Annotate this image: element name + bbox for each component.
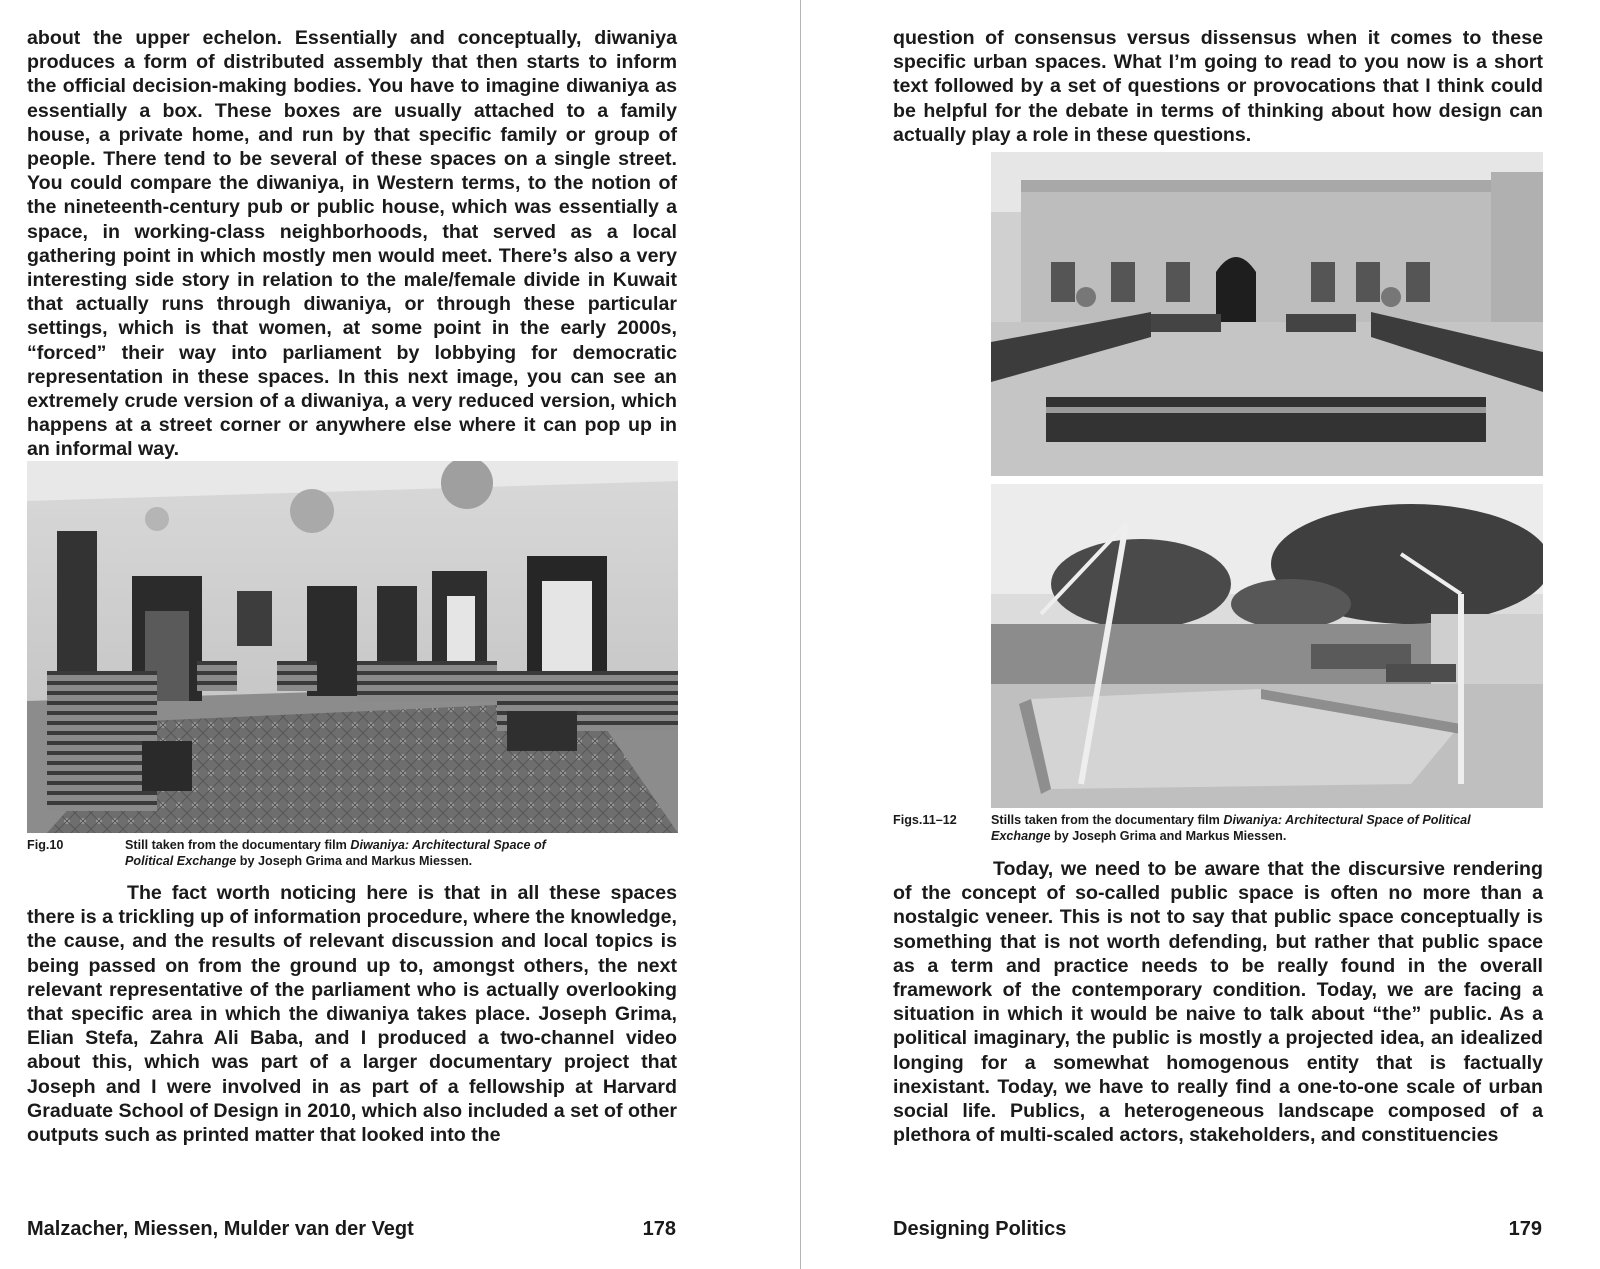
caption-film-title: Diwaniya: Architectural Space of Political Exchange	[991, 813, 1471, 843]
right-page	[801, 0, 1600, 1269]
caption-suffix: by Joseph Grima and Markus Miessen.	[1050, 829, 1287, 843]
left-page-number: 178	[642, 1218, 676, 1240]
figure-11-photo	[991, 152, 1543, 476]
right-body-text-bottom: Today, we need to be aware that the discursive rendering of the concept of so-called public space is often no more than a nostalgic veneer. This is not to say that public space conceptually is something that is not worth defending, but rather that public space as a term and practice needs to be really found in the overall framework of the contemporary condition. Today, we are facing a situation in which it would be naive to talk about “the” public. As a political imaginary, the public is mostly a projected idea, an idealized longing for a somewhat homogenous entity that is factually inexistant. Today, we have to really find a one-to-one scale of urban social life. Publics, a heterogeneous landscape composed of a plethora of multi-scaled actors, stakeholders, and constituencies	[893, 858, 1543, 1147]
figure-10-label: Fig.10	[27, 838, 64, 852]
left-running-footer: Malzacher, Miessen, Mulder van der Vegt	[27, 1218, 414, 1240]
left-body-text-top: about the upper echelon. Essentially and conceptually, diwaniya produces a form of distributed assembly that then starts to inform the official decision-making bodies. You have to imagine diwaniya as essentially a box. These boxes are usually attached to a family house, a private home, and run by that specific family or group of people. There tend to be several of these spaces on a single street. You could compare the diwaniya, in Western terms, to the notion of the nineteenth-century pub or public house, which was essentially a space, in working-class neighborhoods, that served as a local gathering point in which mostly men would meet. There’s also a very interesting side story in relation to the male/female divide in Kuwait that actually runs through diwaniya, or through these particular settings, which is that women, at some point in the early 2000s, “forced” their way into parliament by lobbying for democratic representation in these spaces. In this next image, you can see an extremely crude version of a diwaniya, a very reduced version, which happens at a street corner or anywhere else where it can pop up in an informal way.	[27, 27, 677, 461]
caption-prefix: Still taken from the documentary film	[125, 838, 351, 852]
right-page-number: 179	[1508, 1218, 1542, 1240]
figure-10-photo	[27, 461, 678, 833]
caption-film-title: Diwaniya: Architectural Space of Political Exchange	[125, 838, 546, 868]
caption-suffix: by Joseph Grima and Markus Miessen.	[236, 854, 473, 868]
figure-11-12-caption	[991, 812, 1471, 844]
right-body-text-top: question of consensus versus dissensus when it comes to these specific urban spaces. What I’m going to read to you now is a short text followed by a set of questions or provocations that I think could be helpful for the debate in terms of thinking about how design can actually play a role in these questions.	[893, 27, 1543, 146]
figure-12-photo	[991, 484, 1543, 808]
left-body-text-bottom: The fact worth noticing here is that in all these spaces there is a trickling up of information procedure, where the knowledge, the cause, and the results of relevant discussion and local topics is being passed on from the ground up to, amongst others, the next relevant representative of the parliament who is actually overlooking that specific area in which the diwaniya takes place. Joseph Grima, Elian Stefa, Zahra Ali Baba, and I produced a two-channel video about this, which was part of a larger documentary project that Joseph and I were involved in as part of a fellowship at Harvard Graduate School of Design in 2010, which also included a set of other outputs such as printed matter that looked into the	[27, 882, 677, 1147]
right-running-footer: Designing Politics	[893, 1218, 1067, 1240]
caption-prefix: Stills taken from the documentary film	[991, 813, 1224, 827]
figure-11-12-label: Figs.11–12	[893, 813, 957, 827]
figure-10-caption	[125, 837, 595, 869]
